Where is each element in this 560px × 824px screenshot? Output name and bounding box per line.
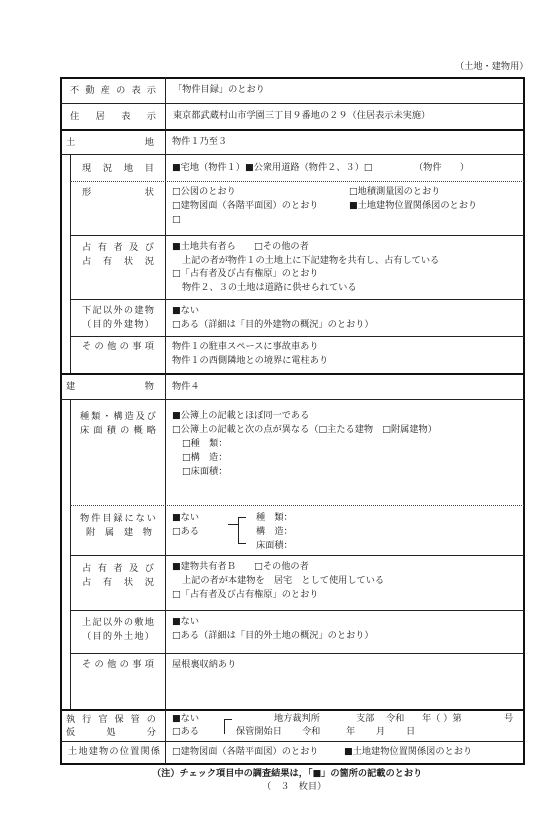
- seizure-case-number: 号: [504, 713, 514, 724]
- land-shape-position-map: ■土地建物位置関係図のとおり: [349, 200, 478, 211]
- seizure-storage-month: 月: [376, 726, 386, 737]
- land-occupant-label: 占有者及び: [82, 242, 154, 253]
- land-shape-cadastral-map: □公図のとおり: [172, 186, 236, 197]
- seizure-exists: □ある: [172, 726, 200, 737]
- building-occupant-line: ■建物共有者Ｂ □その他の者: [172, 561, 309, 572]
- building-annex-floor-area: 床面積：: [256, 540, 293, 551]
- seizure-case-year: 年（ ）第: [422, 713, 462, 724]
- seizure-sublabel: 仮処分: [66, 727, 156, 738]
- seizure-storage-year: 年: [346, 726, 356, 737]
- land-other-matters-label: その他の事項: [82, 341, 154, 352]
- land-section-title: 土地: [66, 137, 156, 148]
- land-status-value: ■宅地（物件１）■公衆用道路（物件２、３）□ （物件 ）: [172, 162, 470, 173]
- position-floor-plan: □建物図面（各階平面図）のとおり: [172, 746, 319, 757]
- building-annex-exists: □ある: [172, 526, 200, 537]
- building-other-matters-label: その他の事項: [82, 659, 154, 670]
- property-display-label: 不動産の表示: [70, 85, 156, 96]
- position-map: ■土地建物位置関係図のとおり: [344, 746, 473, 757]
- building-section-title: 建物: [66, 381, 156, 392]
- land-shape-label: 形状: [82, 187, 154, 198]
- building-structure-line: ■公簿上の記載とほぼ同一である: [172, 410, 310, 421]
- building-structure-construction: □構 造：: [182, 452, 228, 463]
- land-occupant-line: 物件２、３の土地は道路に供せられている: [182, 282, 357, 293]
- annex-bracket: [238, 517, 239, 543]
- seizure-storage-day: 日: [406, 726, 416, 737]
- land-other-buildings-label: 下記以外の建物: [82, 305, 154, 316]
- building-section-subtitle: 物件４: [172, 381, 200, 392]
- page-number: （ ３ 枚目）: [262, 781, 327, 792]
- land-other-matters-line: 物件１の西側隣地との境界に電柱あり: [172, 355, 329, 366]
- building-structure-kind: □種 類：: [182, 438, 228, 449]
- land-occupant-line: □「占有者及び占有権原」のとおり: [172, 268, 319, 279]
- building-occupant-line: 上記の者が本建物を 居宅 として使用している: [182, 575, 385, 586]
- address-display-value: 東京都武蔵村山市学園三丁目９番地の２９（住居表示未実施）: [173, 110, 431, 121]
- seizure-none: ■ない: [172, 713, 200, 724]
- building-occupant-status-label: 占有状況: [82, 577, 154, 588]
- land-other-buildings-sublabel: （目的外建物）: [82, 319, 154, 330]
- building-other-land-sublabel: （目的外土地）: [82, 631, 154, 642]
- seizure-storage-start: 保管開始日: [236, 726, 282, 737]
- building-annex-kind: 種 類：: [256, 512, 293, 523]
- building-occupant-label: 占有者及び: [82, 563, 154, 574]
- land-status-label: 現況地目: [82, 163, 154, 174]
- address-display-label: 住居表示: [70, 111, 156, 122]
- land-other-matters-line: 物件１の駐車スペースに事故車あり: [172, 341, 319, 352]
- building-annex-construction: 構 造：: [256, 526, 293, 537]
- building-annex-label: 物件目録にない: [80, 513, 156, 524]
- land-shape-floor-plan: □建物図面（各階平面図）のとおり: [172, 200, 319, 211]
- land-shape-survey-map: □地積測量図のとおり: [349, 186, 441, 197]
- land-shape-other: □: [172, 214, 181, 225]
- building-structure-label: 種類・構造及び: [80, 411, 156, 422]
- property-display-value: 「物件目録」のとおり: [173, 84, 265, 95]
- land-other-buildings-none: ■ない: [172, 305, 200, 316]
- building-other-land-label: 上記以外の敷地: [82, 617, 154, 628]
- position-label: 土地建物の位置関係: [68, 746, 160, 757]
- building-structure-floor-area: □床面積：: [182, 466, 228, 477]
- land-other-buildings-exists: □ある（詳細は「目的外建物の概況」のとおり）: [172, 319, 374, 330]
- seizure-era: 令和: [386, 713, 405, 724]
- footer-note: （注）チェック項目中の調査結果は，「■」の箇所の記載のとおり: [152, 768, 423, 779]
- seizure-label: 執行官保管の: [66, 714, 156, 725]
- land-occupant-line: 上記の者が物件１の土地上に下記建物を共有し、占有している: [182, 255, 440, 266]
- building-other-land-none: ■ない: [172, 616, 200, 627]
- building-floor-area-label: 床面積の概略: [80, 425, 156, 436]
- form-type-note: （土地・建物用）: [455, 61, 529, 72]
- seizure-storage-era: 令和: [302, 726, 321, 737]
- building-annex-sublabel: 附属建物: [86, 527, 152, 538]
- land-section-subtitle: 物件１乃至３: [172, 136, 228, 147]
- building-structure-line: □公簿上の記載と次の点が異なる（□主たる建物 □附属建物）: [172, 424, 437, 435]
- building-annex-none: ■ない: [172, 512, 200, 523]
- seizure-bracket: [224, 719, 225, 734]
- land-occupant-line: ■土地共有者ら □その他の者: [172, 241, 309, 252]
- building-other-matters-line: 屋根裏収納あり: [172, 659, 237, 670]
- land-occupant-status-label: 占有状況: [82, 256, 154, 267]
- building-other-land-exists: □ある（詳細は「目的外土地の概況」のとおり）: [172, 630, 374, 641]
- building-occupant-line: □「占有者及び占有権原」のとおり: [172, 589, 319, 600]
- seizure-court: 地方裁判所: [274, 713, 320, 724]
- seizure-branch: 支部: [356, 713, 375, 724]
